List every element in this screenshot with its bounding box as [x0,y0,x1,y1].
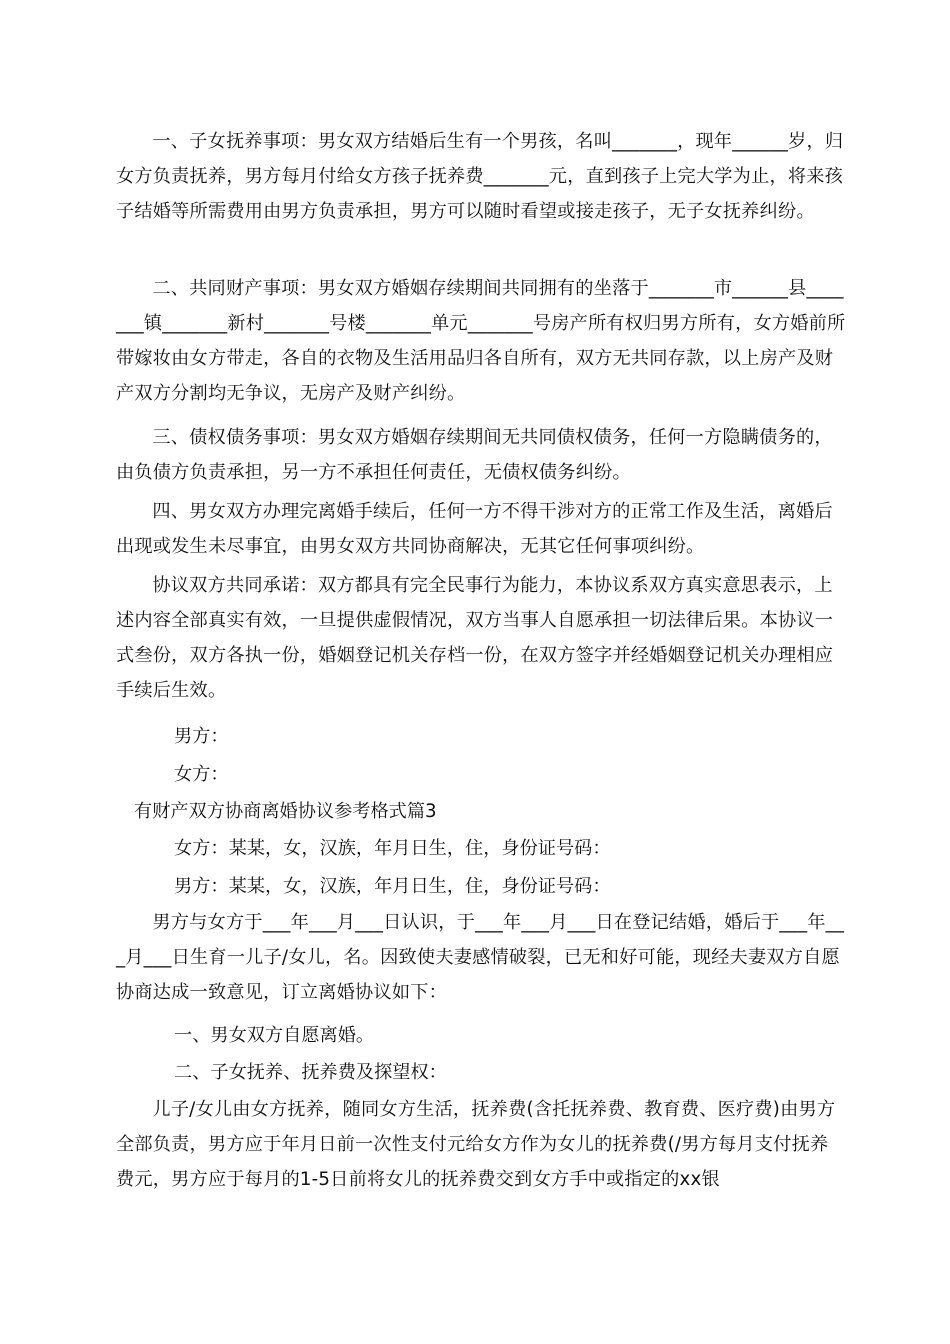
party-male: 男方：某某，女，汉族，年月日生，住，身份证号码： [174,876,611,897]
section-heading: 有财产双方协商离婚协议参考格式篇3 [134,801,437,822]
signature-female-label: 女方： [174,764,229,785]
paragraph-commitment: 协议双方共同承诺：双方都具有完全民事行为能力，本协议系双方真实意思表示，上述内容全部真实有效，一旦提供虚假情况，双方当事人自愿承担一切法律后果。本协议一式叁份，双方各执一份，婚姻登记机关存档一份，在双方签字并经婚姻登记机关办理相应手续后生效。 [116,575,834,701]
party-female: 女方：某某，女，汉族，年月日生，住，身份证号码： [174,838,611,859]
clause-2-body: 儿子/女儿由女方抚养，随同女方生活，抚养费(含托抚养费、教育费、医疗费)由男方全部负责，男方应于年月日前一次性支付元给女方作为女儿的抚养费(/男方每月支付抚养费元，男方应于每月的1-5日前将女儿的抚养费交到女方手中或指定的xx银 [116,1099,836,1190]
clause-2-heading: 二、子女抚养、抚养费及探望权： [174,1062,447,1083]
clause-1: 一、男女双方自愿离婚。 [174,1025,375,1046]
paragraph-child-custody: 一、子女抚养事项：男女双方结婚后生有一个男孩，名叫_______，现年______岁，归女方负责抚养，男方每月付给女方孩子抚养费_______元，直到孩子上完大学为止，将来孩子结婚等所需费用由男方负责承担，男方可以随时看望或接走孩子，无子女抚养纠纷。 [116,131,844,222]
paragraph-debts: 三、债权债务事项：男女双方婚姻存续期间无共同债权债务，任何一方隐瞒债务的，由负债方负责承担，另一方不承担任何责任，无债权债务纠纷。 [116,427,833,483]
signature-male-label: 男方： [174,726,229,747]
paragraph-after-divorce: 四、男女双方办理完离婚手续后，任何一方不得干涉对方的正常工作及生活，离婚后出现或发生未尽事宜，由男女双方共同协商解决，无其它任何事项纠纷。 [116,501,833,557]
paragraph-joint-property: 二、共同财产事项：男女双方婚姻存续期间共同拥有的坐落于_______市______县_______镇_______新村_______号楼_______单元_______号房产所有权归男方所有，女方婚前所带嫁妆由女方带走，各自的衣物及生活用品归各自所有，双方无共同存款，以上房产及财产双方分割均无争议，无房产及财产纠纷。 [116,278,846,404]
paragraph-intro: 男方与女方于___年___月___日认识，于___年___月___日在登记结婚，婚后于___年___月___日生育一儿子/女儿，名。因致使夫妻感情破裂，已无和好可能，现经夫妻双方自愿协商达成一致意见，订立离婚协议如下： [116,912,845,1003]
